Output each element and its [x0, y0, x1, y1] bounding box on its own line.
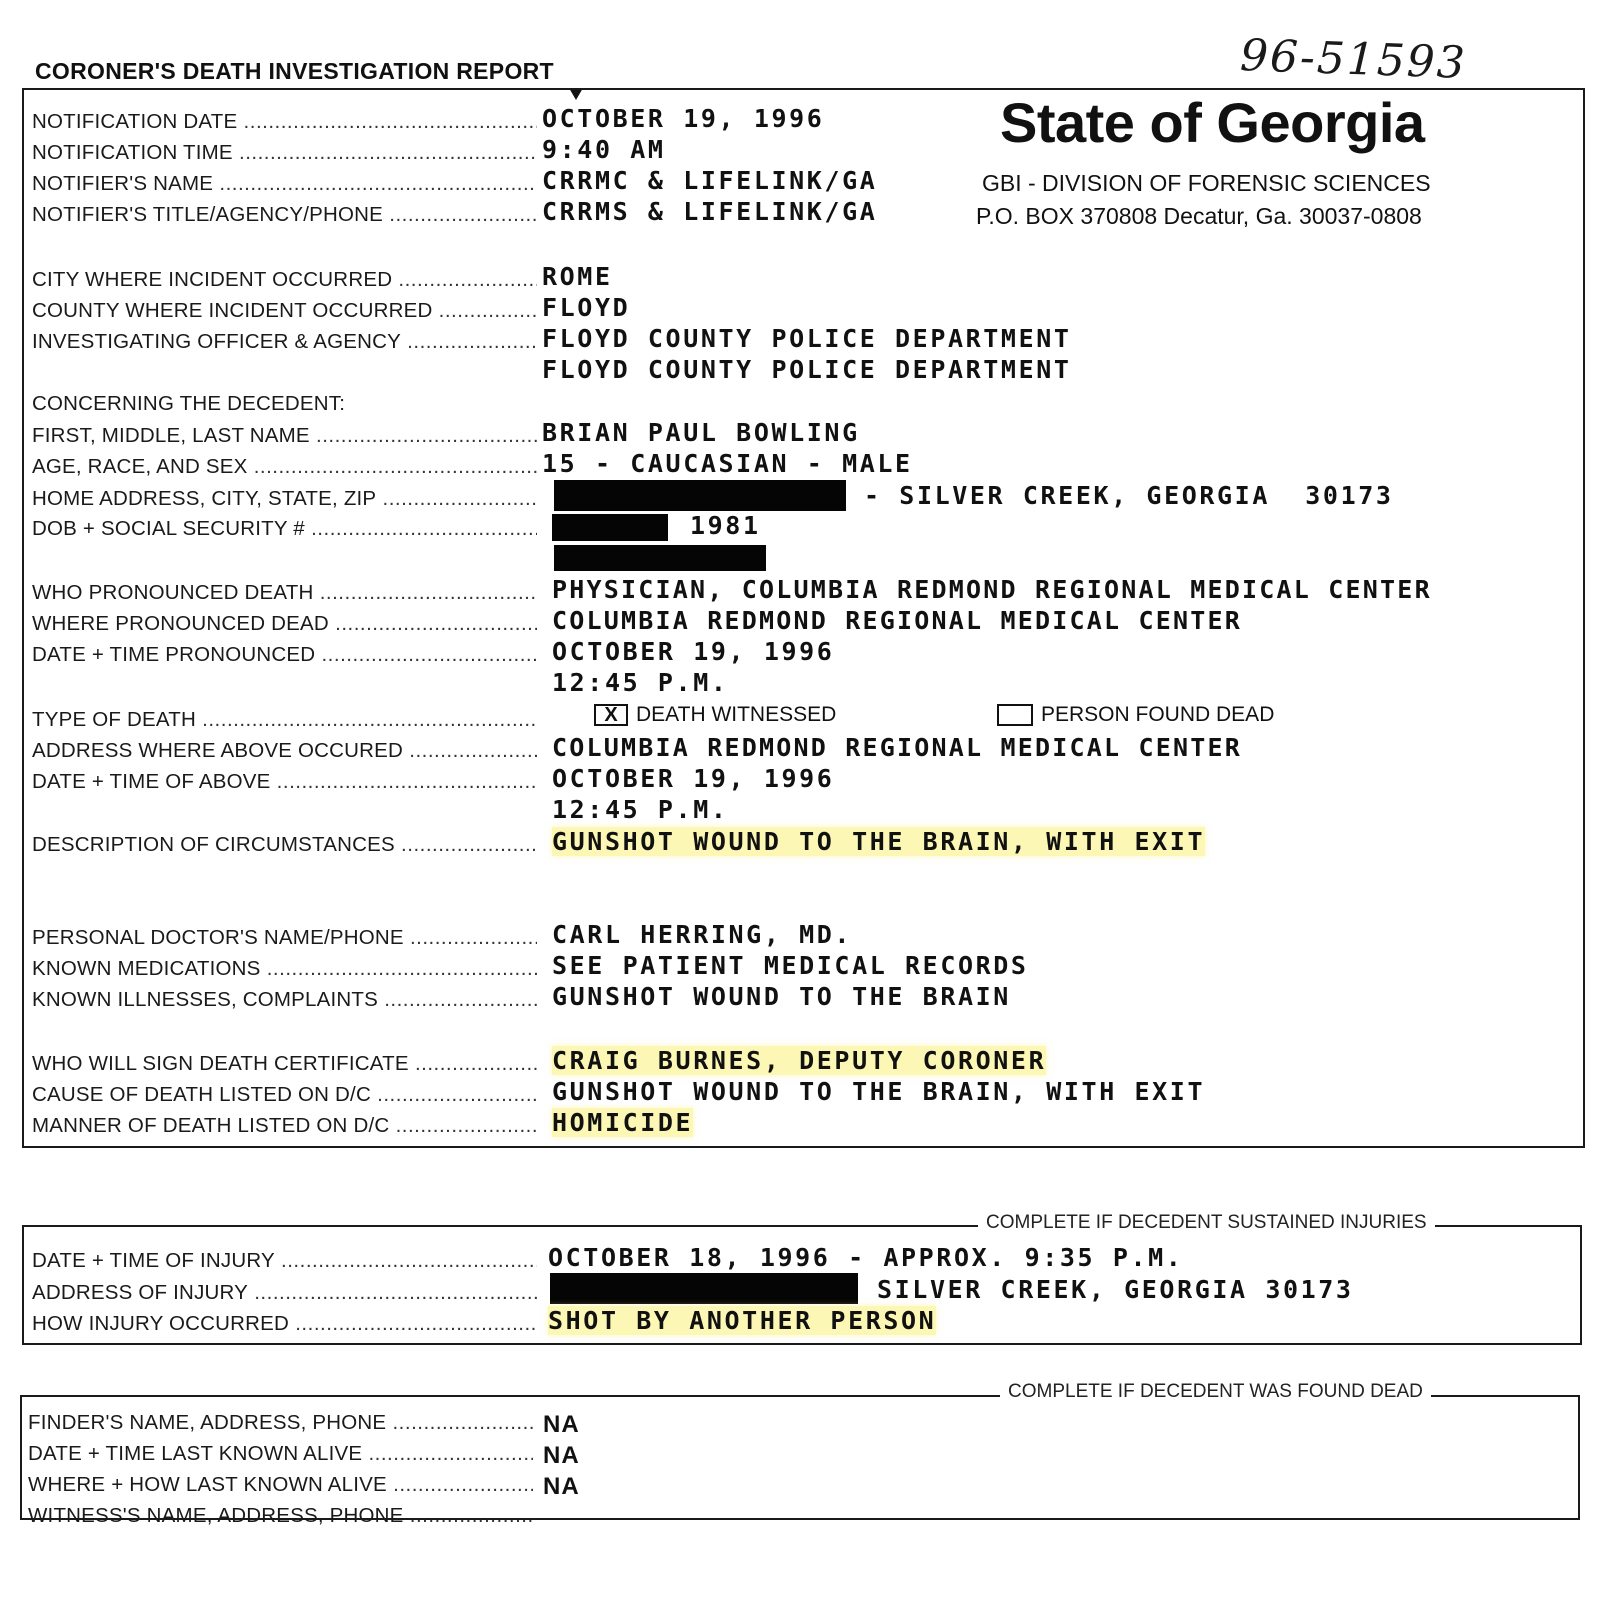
circumstances-row	[32, 827, 1572, 857]
date-above-row	[32, 764, 1572, 794]
circumstances-value: GUNSHOT WOUND TO THE BRAIN, WITH EXIT	[552, 827, 1206, 856]
county-value: FLOYD	[542, 293, 631, 322]
officer-value-2: FLOYD COUNTY POLICE DEPARTMENT	[542, 355, 1072, 384]
handwritten-case-number: 96-51593	[1239, 30, 1468, 89]
field-label: MANNER OF DEATH LISTED ON D/C .....	[32, 1114, 537, 1138]
field-label: PERSONAL DOCTOR'S NAME/PHONE .....	[32, 926, 537, 950]
field-label: DATE + TIME OF INJURY .....	[32, 1249, 537, 1273]
date-pronounced-value: OCTOBER 19, 1996	[552, 637, 835, 666]
injury-section-legend: COMPLETE IF DECEDENT SUSTAINED INJURIES	[978, 1212, 1435, 1234]
doctor-row	[32, 920, 1572, 950]
signer-row	[32, 1046, 1572, 1076]
death-witnessed-label: DEATH WITNESSED	[636, 703, 837, 726]
injury-address-value: SILVER CREEK, GEORGIA 30173	[877, 1275, 1354, 1304]
field-label: FINDER'S NAME, ADDRESS, PHONE .....	[28, 1411, 533, 1435]
field-label: WHO WILL SIGN DEATH CERTIFICATE .....	[32, 1052, 537, 1076]
checkbox-unchecked[interactable]	[997, 704, 1033, 726]
cause-row	[32, 1077, 1572, 1107]
where-how-row	[28, 1467, 1568, 1500]
injury-datetime-value: OCTOBER 18, 1996 - APPROX. 9:35 P.M.	[548, 1243, 1184, 1272]
field-label: NOTIFIER'S TITLE/AGENCY/PHONE .....	[32, 203, 537, 227]
where-how-value: NA	[543, 1473, 580, 1500]
manner-row	[32, 1108, 1572, 1138]
field-label: COUNTY WHERE INCIDENT OCCURRED .....	[32, 299, 537, 323]
name-row	[32, 418, 1572, 448]
where-pronounced-row	[32, 606, 1572, 636]
field-label: WHO PRONOUNCED DEATH .....	[32, 581, 537, 605]
field-label: HOME ADDRESS, CITY, STATE, ZIP .....	[32, 487, 537, 511]
age-value: 15 - CAUCASIAN - MALE	[542, 449, 913, 478]
city-row	[32, 262, 1572, 292]
field-label: AGE, RACE, AND SEX .....	[32, 455, 537, 479]
illnesses-value: GUNSHOT WOUND TO THE BRAIN	[552, 982, 1011, 1011]
field-label: CITY WHERE INCIDENT OCCURRED .....	[32, 268, 537, 292]
finder-row	[28, 1405, 1568, 1438]
last-alive-row	[28, 1436, 1568, 1469]
medications-value: SEE PATIENT MEDICAL RECORDS	[552, 951, 1029, 980]
injury-datetime-row	[32, 1243, 1572, 1273]
field-label: ADDRESS WHERE ABOVE OCCURED .....	[32, 739, 537, 763]
agency-name: GBI - DIVISION OF FORENSIC SCIENCES	[982, 170, 1431, 196]
redaction-bar	[552, 514, 668, 541]
where-pronounced-value: COLUMBIA REDMOND REGIONAL MEDICAL CENTER	[552, 606, 1243, 635]
redaction-bar	[554, 480, 846, 511]
person-found-dead-option[interactable]	[997, 703, 1274, 727]
found-dead-section-legend: COMPLETE IF DECEDENT WAS FOUND DEAD	[1000, 1381, 1431, 1403]
notifier-name-value: CRRMC & LIFELINK/GA	[542, 166, 878, 195]
city-value: ROME	[542, 262, 613, 291]
field-label: TYPE OF DEATH .....	[32, 708, 537, 732]
field-label: WHERE PRONOUNCED DEAD .....	[32, 612, 537, 636]
field-label: NOTIFICATION DATE .....	[32, 110, 537, 134]
field-label: ADDRESS OF INJURY .....	[32, 1281, 537, 1305]
field-label: INVESTIGATING OFFICER & AGENCY .....	[32, 330, 537, 354]
injury-how-row	[32, 1306, 1572, 1336]
field-label: CAUSE OF DEATH LISTED ON D/C .....	[32, 1083, 537, 1107]
field-label: DOB + SOCIAL SECURITY # .....	[32, 517, 537, 541]
notification-time-row	[32, 135, 1572, 165]
notifier-title-value: CRRMS & LIFELINK/GA	[542, 197, 878, 226]
time-pronounced-value: 12:45 P.M.	[552, 668, 729, 697]
last-alive-value: NA	[543, 1442, 580, 1469]
officer-value: FLOYD COUNTY POLICE DEPARTMENT	[542, 324, 1072, 353]
notification-date-row	[32, 104, 1572, 134]
dob-value: 1981	[690, 511, 761, 540]
death-witnessed-option[interactable]	[594, 703, 836, 727]
redaction-bar	[554, 545, 766, 571]
state-title: State of Georgia	[1000, 91, 1425, 154]
person-found-dead-label: PERSON FOUND DEAD	[1041, 703, 1275, 726]
who-pronounced-value: PHYSICIAN, COLUMBIA REDMOND REGIONAL MEDICAL CENTER	[552, 575, 1432, 604]
cause-value: GUNSHOT WOUND TO THE BRAIN, WITH EXIT	[552, 1077, 1206, 1106]
witness-row	[28, 1498, 1568, 1528]
notifier-title-row	[32, 197, 1572, 227]
field-label: NOTIFIER'S NAME .....	[32, 172, 537, 196]
field-label: DATE + TIME LAST KNOWN ALIVE .....	[28, 1442, 533, 1466]
field-label: KNOWN MEDICATIONS .....	[32, 957, 537, 981]
age-row	[32, 449, 1572, 479]
checkbox-checked[interactable]: X	[594, 704, 628, 726]
notification-time-value: 9:40 AM	[542, 135, 666, 164]
manner-value: HOMICIDE	[552, 1108, 694, 1137]
field-label: DESCRIPTION OF CIRCUMSTANCES .....	[32, 833, 537, 857]
date-pronounced-row	[32, 637, 1572, 667]
notifier-name-row	[32, 166, 1572, 196]
signer-value: CRAIG BURNES, DEPUTY CORONER	[552, 1046, 1047, 1075]
injury-how-value: SHOT BY ANOTHER PERSON	[548, 1306, 937, 1335]
field-label: DATE + TIME OF ABOVE .....	[32, 770, 537, 794]
time-above-value: 12:45 P.M.	[552, 795, 729, 824]
field-label: FIRST, MIDDLE, LAST NAME .....	[32, 424, 537, 448]
who-pronounced-row	[32, 575, 1572, 605]
notification-date-value: OCTOBER 19, 1996	[542, 104, 825, 133]
address-above-row	[32, 733, 1572, 763]
dob-row	[32, 511, 1572, 541]
home-address-value: - SILVER CREEK, GEORGIA 30173	[864, 481, 1394, 510]
redaction-bar	[550, 1273, 858, 1304]
field-label: HOW INJURY OCCURRED .....	[32, 1312, 537, 1336]
medications-row	[32, 951, 1572, 981]
decedent-section-label: CONCERNING THE DECEDENT:	[32, 392, 346, 415]
doctor-value: CARL HERRING, MD.	[552, 920, 853, 949]
field-label: KNOWN ILLNESSES, COMPLAINTS .....	[32, 988, 537, 1012]
finder-value: NA	[543, 1411, 580, 1438]
county-row	[32, 293, 1572, 323]
field-label: WHERE + HOW LAST KNOWN ALIVE .....	[28, 1473, 533, 1497]
date-above-value: OCTOBER 19, 1996	[552, 764, 835, 793]
field-label: NOTIFICATION TIME .....	[32, 141, 537, 165]
officer-row	[32, 324, 1572, 354]
address-above-value: COLUMBIA REDMOND REGIONAL MEDICAL CENTER	[552, 733, 1243, 762]
decedent-name-value: BRIAN PAUL BOWLING	[542, 418, 860, 447]
illnesses-row	[32, 982, 1572, 1012]
field-label: WITNESS'S NAME, ADDRESS, PHONE .....	[28, 1504, 533, 1528]
form-title: CORONER'S DEATH INVESTIGATION REPORT	[35, 58, 554, 84]
agency-address: P.O. BOX 370808 Decatur, Ga. 30037-0808	[976, 203, 1422, 229]
field-label: DATE + TIME PRONOUNCED .....	[32, 643, 537, 667]
